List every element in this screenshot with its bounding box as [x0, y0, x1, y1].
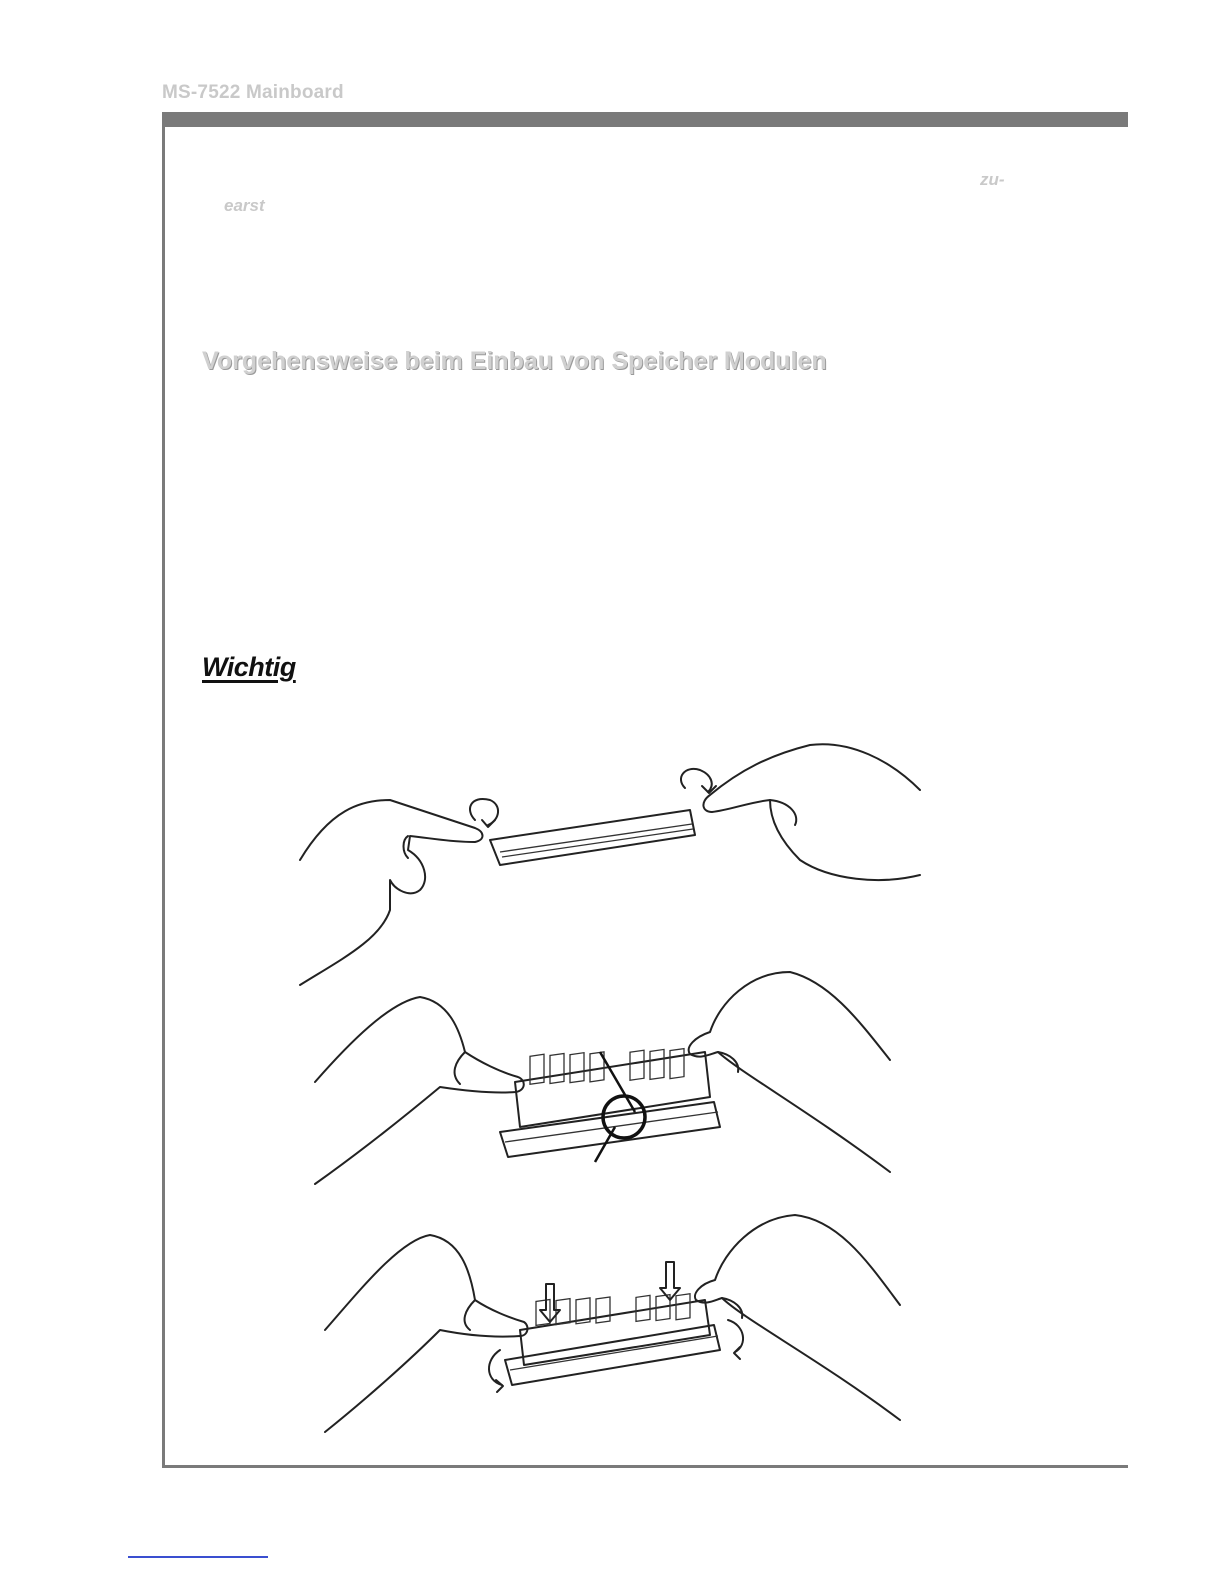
text-fragment-zu: zu- [980, 170, 1005, 189]
footer-link-underline[interactable] [128, 1556, 268, 1558]
section-heading: Vorgehensweise beim Einbau von Speicher Modulen [202, 347, 827, 375]
bottom-border-rule [162, 1465, 1128, 1468]
header-bar [162, 112, 1128, 127]
page-header-title: MS-7522 Mainboard [162, 82, 344, 103]
memory-module-press-down-illustration [290, 1210, 930, 1440]
memory-module-notch-alignment-illustration [290, 962, 930, 1192]
text-fragment-earst: earst [224, 196, 265, 215]
memory-slot-clips-open-illustration [290, 740, 930, 990]
left-border-rule [162, 112, 165, 1467]
important-note-label: Wichtig [202, 652, 296, 682]
